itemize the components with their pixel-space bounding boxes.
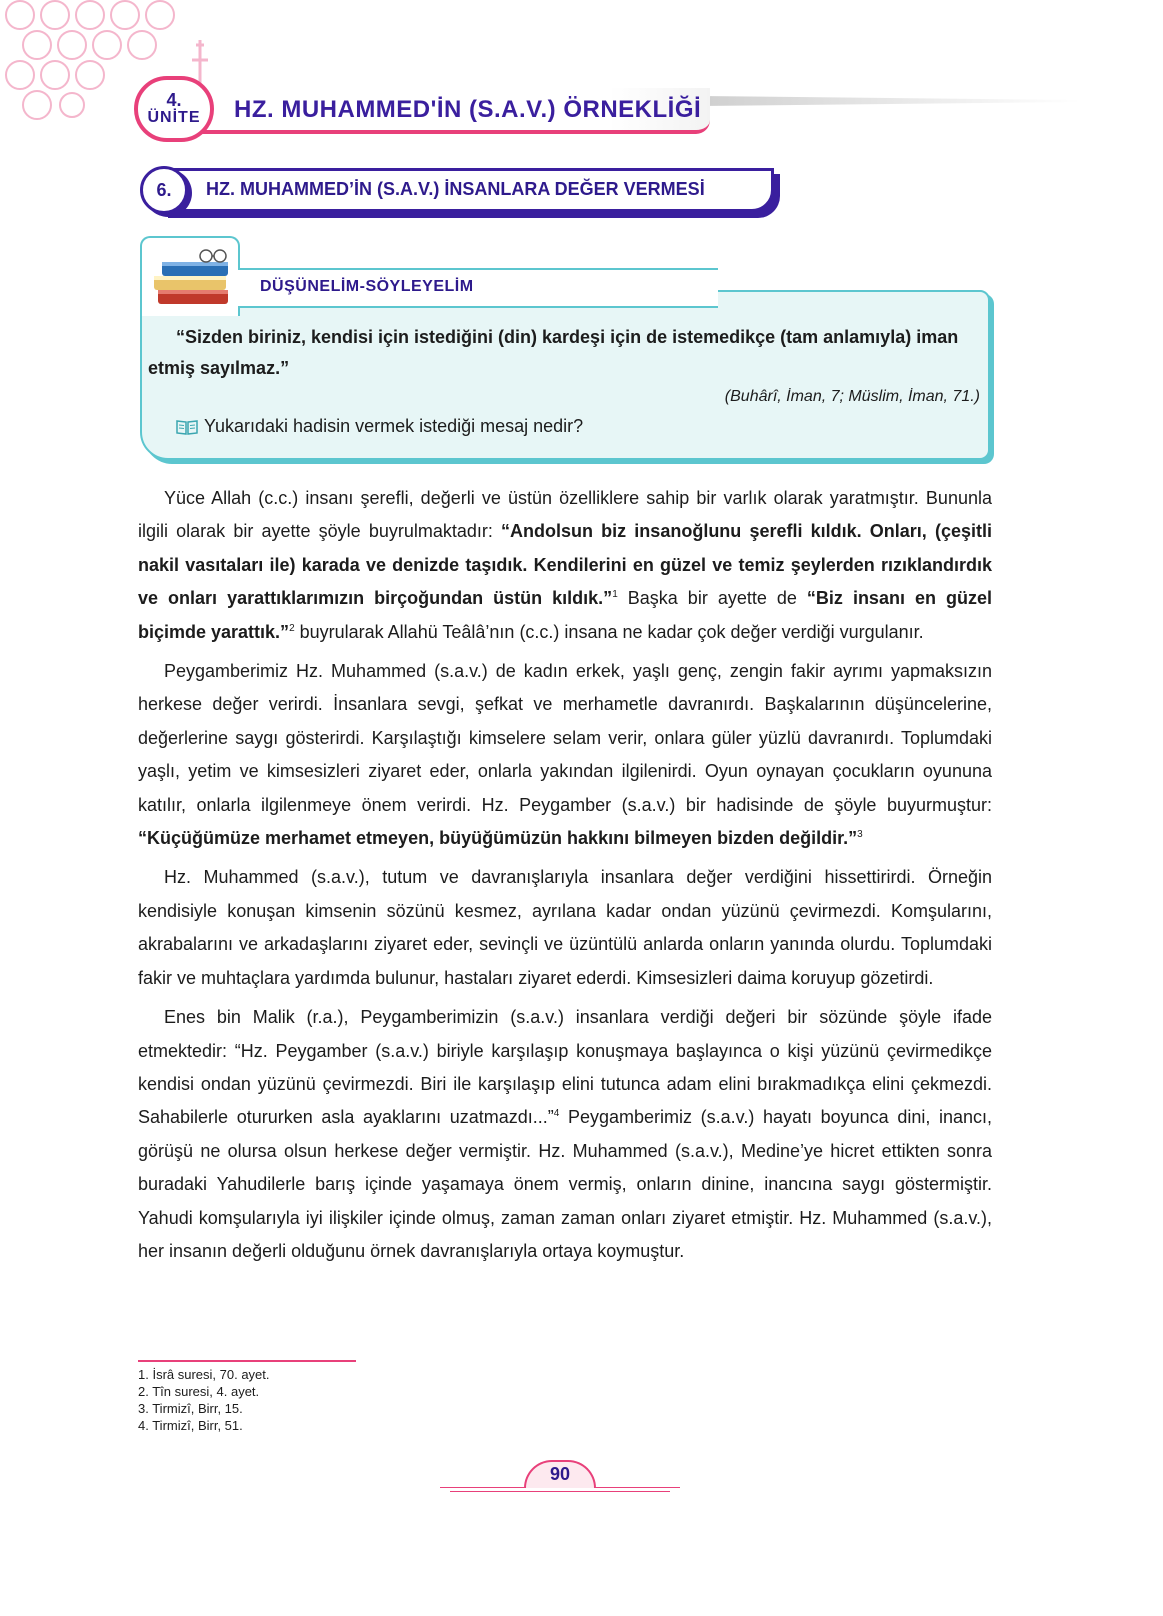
page-number-line-2 bbox=[450, 1491, 670, 1492]
paragraph-3: Hz. Muhammed (s.a.v.), tutum ve davranışlarıyla insanlara değer verdiğini hissettirirdi. Örneğin kendisiyle konuşan kimsenin sözünü kesmez, ayrılana kadar ondan yüzünü çevirmezdi. Komşularını, akrabalarını ve arkadaşlarını ziyaret eder, sevinçli ve üzüntülü anlarda onların yanında olurdu. Toplumdaki fakir ve muhtaçlara yardımda bulunur, hastaları ziyaret ederdi. Kimsesizleri daima koruyup gözetirdi. bbox=[138, 867, 992, 988]
discussion-label: DÜŞÜNELİM-SÖYLEYELİM bbox=[260, 278, 474, 295]
main-content bbox=[138, 482, 992, 1274]
p4-text-b: Peygamberimiz (s.a.v.) hayatı boyunca dini, inancı, görüşü ne olursa olsun herkese değer vermiştir. Hz. Muhammed (s.a.v.), Medine’ye hicret ettikten sonra buradaki Yahudilerle barış içinde yaşamaya önem vermiş, onların dinine, inancına saygı göstermiştir. Yahudi komşularıyla iyi ilişkiler içinde olmuş, zaman zaman onları ziyaret etmiştir. Hz. Muhammed (s.a.v.), her insanın değerli olduğunu örnek davranışlarıyla ortaya koymuştur. bbox=[138, 1107, 993, 1261]
footnote-ref-3: 3 bbox=[857, 829, 863, 841]
page-number-block bbox=[440, 1460, 680, 1500]
paragraph-4 bbox=[138, 1001, 992, 1268]
section-title: HZ. MUHAMMED’İN (S.A.V.) İNSANLARA DEĞER VERMESİ bbox=[206, 179, 705, 199]
footnote-item: 3. Tirmizî, Birr, 15. bbox=[138, 1401, 243, 1416]
footnote-item: 4. Tirmizî, Birr, 51. bbox=[138, 1418, 243, 1433]
discussion-box bbox=[140, 236, 996, 464]
books-icon bbox=[150, 246, 236, 312]
p4-text-a: Enes bin Malik (r.a.), Peygamberimizin (s.a.v.) insanlara verdiği değeri bir sözünde şöyle ifade etmektedir: “Hz. Peygamber (s.a.v.) biriyle karşılaşıp konuşmaya başlayınca o kişi yüzünü çevirmedikçe kendisi ondan yüzünü çevirmezdi. Biri ile karşılaşıp elini tutunca adam elini bırakmadıkça elini çekmezdi. Sahabilerle otururken asla ayaklarını uzatmazdı...” bbox=[138, 1007, 992, 1128]
page-number: 90 bbox=[549, 1464, 571, 1484]
paragraph-1 bbox=[138, 482, 992, 649]
p2-hadith: “Küçüğümüze merhamet etmeyen, büyüğümüzün hakkını bilmeyen bizden değildir.” bbox=[138, 828, 858, 849]
section-number: 6. bbox=[140, 166, 188, 214]
unit-number: 4. bbox=[166, 90, 182, 110]
unit-header-shadow bbox=[700, 96, 1080, 106]
p1-text-e: buyrularak Allahü Teâlâ’nın (c.c.) insana ne kadar çok değer verdiği vurgulanır. bbox=[294, 621, 924, 642]
hadith-source: (Buhârî, İman, 7; Müslim, İman, 71.) bbox=[724, 388, 980, 405]
paragraph-2 bbox=[138, 655, 992, 855]
question-text: Yukarıdaki hadisin vermek istediği mesaj nedir? bbox=[204, 416, 584, 436]
discussion-question bbox=[176, 416, 583, 437]
unit-label: ÜNİTE bbox=[147, 109, 201, 126]
unit-title: HZ. MUHAMMED'İN (S.A.V.) ÖRNEKLİĞİ bbox=[234, 96, 702, 123]
footnotes bbox=[138, 1366, 270, 1434]
section-header bbox=[140, 166, 780, 214]
footnote-item: 2. Tîn suresi, 4. ayet. bbox=[138, 1384, 260, 1399]
footnote-ref-2: 2 bbox=[289, 622, 295, 634]
p1-verse-1: “Andolsun biz insanoğlunu şerefli kıldık. Onları, (çeşitli nakil vasıtaları ile) karada ve denizde taşıdık. Kendilerini en güzel ve temiz şeylerden rızıklandırdık ve onları yarattıklarımızın birçoğundan üstün kıldık.” bbox=[138, 521, 992, 609]
p1-text-c: Başka bir ayette de bbox=[617, 588, 807, 609]
footnote-divider bbox=[138, 1360, 356, 1362]
p1-verse-2: “Biz insanı en güzel biçimde yarattık.” bbox=[138, 588, 992, 642]
footnote-ref-1: 1 bbox=[612, 589, 618, 601]
p2-text-a: Peygamberimiz Hz. Muhammed (s.a.v.) de kadın erkek, yaşlı genç, zengin fakir ayrımı yapmaksızın herkese değer verirdi. İnsanlara sevgi, şefkat ve merhametle davranırdı. Başkalarının düşüncelerine, değerlerine saygı gösterirdi. Karşılaştığı kimselere selam verir, onlara güler yüzlü davranırdı. Toplumdaki yaşlı, yetim ve kimsesizleri ziyaret eder, onlarla yakından ilgilenirdi. Oyun oynayan çocukların oyununa katılır, onlarla ilgilenmeye önem verirdi. Hz. Peygamber (s.a.v.) bir hadisinde de şöyle buyurmuştur: bbox=[138, 661, 992, 815]
footnote-item: 1. İsrâ suresi, 70. ayet. bbox=[138, 1367, 270, 1382]
p1-text-a: Yüce Allah (c.c.) insanı şerefli, değerli ve üstün özelliklere sahip bir varlık olarak yaratmıştır. Bununla ilgili olarak bir ayette şöyle buyrulmaktadır: bbox=[138, 488, 992, 542]
unit-badge bbox=[134, 76, 214, 142]
open-book-icon bbox=[176, 419, 198, 435]
footnote-ref-4: 4 bbox=[553, 1108, 560, 1120]
hadith-quote: “Sizden biriniz, kendisi için istediğini (din) kardeşi için de istemedikçe (tam anlamıyla) iman etmiş sayılmaz.” bbox=[148, 327, 959, 378]
